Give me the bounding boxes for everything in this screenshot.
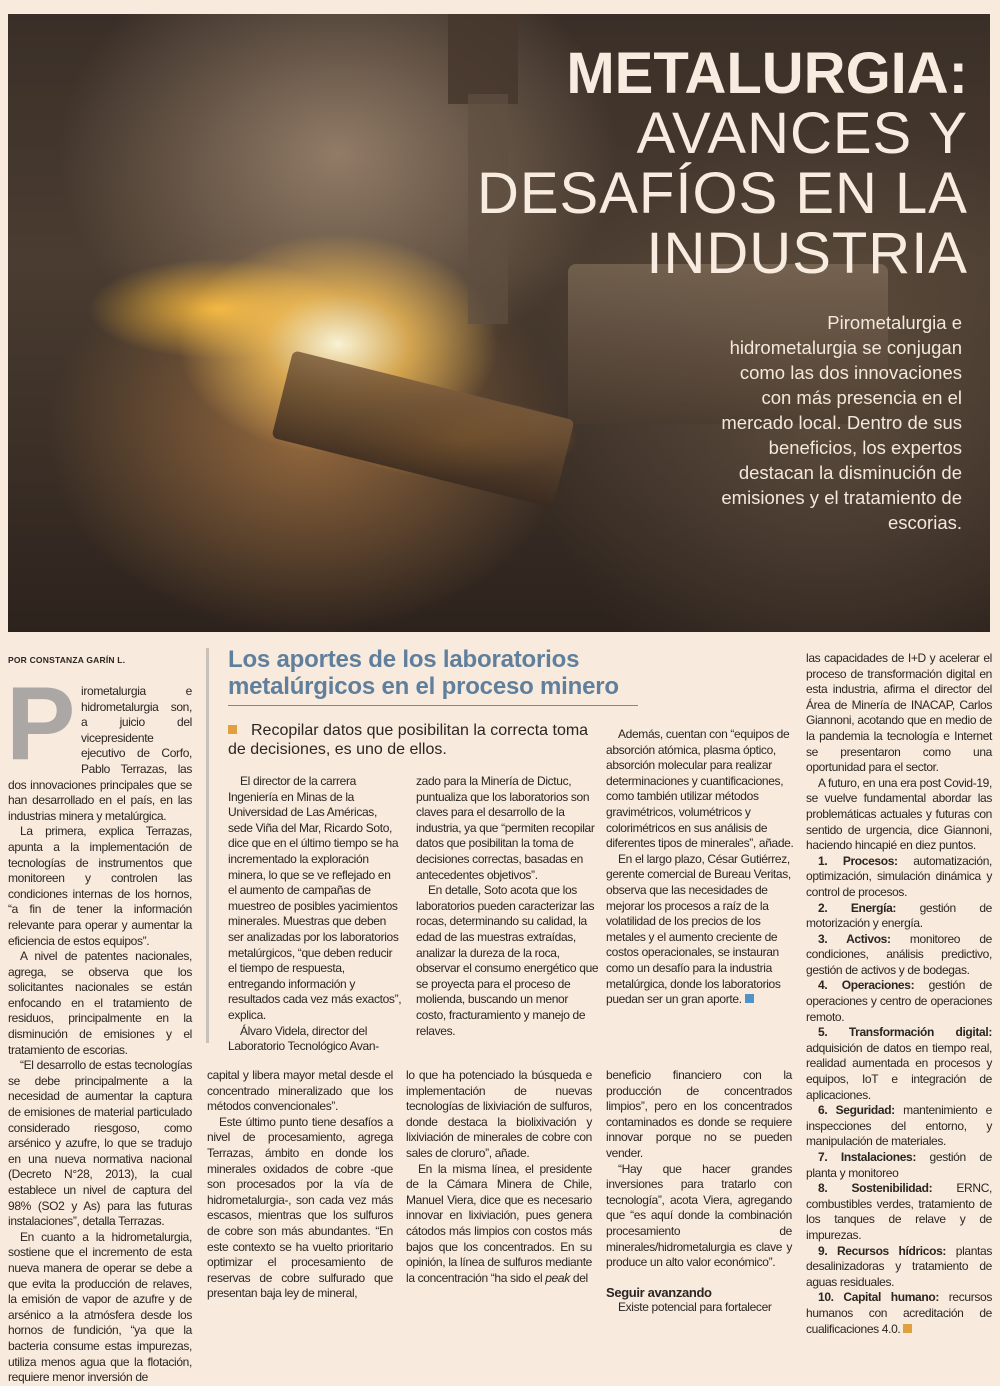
point-label: 9. Recursos hídricos:: [818, 1243, 947, 1258]
paragraph: El director de la carrera Ingeniería en Minas de la Universidad de Las Américas, sede Viña del Mar, Ricardo Soto, dice que en el último tiempo se ha incrementado la exploración minera, lo que se ve reflejado en el aumento de campañas de muestreo de posibles yacimientos minerales. Muestras que deben ser analizadas por los laboratorios metalúrgicos, “que deben reducir el tiempo de respuesta, entregando información y resultados cada vez más exactos”, explica.: [228, 774, 402, 1022]
point-label: 2. Energía:: [818, 900, 897, 915]
list-item: [806, 1181, 992, 1243]
point-text: gestión de operaciones y centro de operaciones remoto.: [806, 978, 992, 1024]
sidebar-rule: [206, 648, 209, 1043]
section-subhead: Seguir avanzando: [606, 1284, 712, 1300]
paragraph: Álvaro Videla, director del Laboratorio Tecnológico Avan-: [228, 1023, 379, 1054]
point-label: 3. Activos:: [818, 931, 891, 946]
article-column-2: [207, 1068, 393, 1302]
article-column-3: [406, 1068, 592, 1286]
title-line: INDUSTRIA: [646, 221, 968, 286]
point-text: recursos humanos con acreditación de cualificaciones 4.0.: [806, 1290, 992, 1336]
list-item: [806, 1244, 992, 1291]
paragraph-end: del: [569, 1270, 588, 1285]
paragraph: irometalurgia e hidrometalurgia son, a juicio del vicepresidente ejecutivo de Corfo, Pablo Terrazas, las dos innovaciones principales que se han desarrollado en el país, en las industrias minera y metalúrgica.: [8, 684, 192, 823]
molten-channel: [271, 350, 574, 507]
list-item: [806, 932, 992, 979]
title-line: AVANCES Y: [636, 101, 968, 166]
paragraph: Además, cuentan con “equipos de absorción atómica, plasma óptico, absorción molecular para realizar determinaciones y cuantificaciones, como también utilizar métodos gravimétricos, volumétricos y colorimétricos en sus análisis de diferentes tipos de minerales”, añade.: [606, 727, 794, 851]
point-text: gestión de planta y monitoreo: [806, 1150, 992, 1180]
paragraph: zado para la Minería de Dictuc, puntualiza que los laboratorios son claves para el desarrollo de la industria, ya que “permiten recopilar datos que posibilitan la toma de decisiones correctas, basadas en antecedentes objetivos”.: [416, 774, 595, 882]
point-label: 5. Transformación digital:: [818, 1025, 992, 1040]
byline: POR CONSTANZA GARÍN L.: [8, 655, 126, 665]
point-text: mantenimiento e inspecciones del entorno, y manipulación de materiales.: [806, 1103, 992, 1149]
paragraph: La primera, explica Terrazas, apunta a la implementación de tecnologías de instrumentos que monitoreen y controlen las condiciones internas de los hornos, “a fin de tener la información relevante para operar y aumentar la eficiencia de estos equipos”.: [8, 824, 192, 948]
sidebar-subtitle: [228, 721, 598, 759]
paragraph: En cuanto a la hidrometalurgia, sostiene que el incremento de esta nueva manera de operar se debe a que evita la producción de relaves, la emisión de vapor de azufre y de arsénico a la atmósfera desde los hornos de fundición, “ya que la bacteria consume estas impurezas, utiliza menos agua que la flotación, requiere menor inversión de: [8, 1229, 192, 1385]
sidebar-headline: [228, 646, 619, 700]
sidebar-column-c: [606, 727, 796, 1008]
point-label: 4. Operaciones:: [818, 978, 915, 993]
paragraph: las capacidades de I+D y acelerar el proceso de transformación digital en esta industria, afirma el director del Área de Minería de INACAP, Carlos Giannoni, acotando que en medio de la pandemia la tecnología e Internet se presentaron como una oportunidad para el sector.: [806, 651, 992, 775]
paragraph: Este último punto tiene desafíos a nivel de procesamiento, agrega Terrazas, ámbito en donde los minerales oxidados de cobre -que son procesados por la vía de hidrometalurgia-, son cada vez más escasos, mientras que los sulfuros de cobre son más abundantes. “En este contexto se ha vuelto prioritario optimizar el procesamiento de reservas de cobre sulfurado que presentan baja ley de mineral,: [207, 1114, 393, 1301]
paragraph: En la misma línea, el presidente de la Cámara Minera de Chile, Manuel Viera, dice que es necesario innovar en lixiviación, pues genera cátodos más limpios con costos más bajos que los concentrados. En su opinión, la línea de sulfuros mediante la concentración “ha sido el: [406, 1161, 592, 1285]
point-text: gestión de motorización y energía.: [806, 900, 992, 931]
hero-photo: [8, 14, 990, 632]
point-text: plantas desalinizadoras y tratamiento de aguas residuales.: [806, 1243, 992, 1289]
sidebar-column-b: [416, 774, 600, 1039]
point-text: ERNC, combustibles verdes, tratamiento de los tanques de relave y de impurezas.: [806, 1181, 992, 1242]
article-deck: Pirometalurgia e hidrometalurgia se conjugan como las dos innovaciones con más presencia en el mercado local. Dentro de sus beneficios, los expertos destacan la disminución de emisiones y el tratamiento de escorias.: [721, 312, 962, 533]
article-column-4: [606, 1068, 792, 1316]
point-label: 8. Sostenibilidad:: [818, 1181, 933, 1196]
paragraph: capital y libera mayor metal desde el concentrado mineralizado que los métodos convencionales”.: [207, 1068, 393, 1114]
list-item: [806, 1103, 992, 1150]
list-item: [806, 901, 992, 932]
headline-line: Los aportes de los laboratorios: [228, 646, 580, 673]
article-column-1: [6, 666, 192, 1386]
headline-divider: [228, 705, 638, 706]
paragraph: En el largo plazo, César Gutiérrez, gerente comercial de Bureau Veritas, observa que las necesidades de mejorar los procesos a raíz de la volatilidad de los precios de los metales y el aumento creciente de costos operacionales, se instauran como un desafío para la industria metalúrgica, donde los laboratorios puedan ser un gran aporte.: [606, 851, 791, 1007]
point-label: 6. Seguridad:: [818, 1103, 895, 1118]
paragraph: A futuro, en una era post Covid-19, se vuelve fundamental abordar las problemáticas actuales y futuras con sentido de urgencia, dice Giannoni, haciendo hincapié en diez puntos.: [806, 775, 992, 853]
point-label: 1. Procesos:: [818, 853, 898, 868]
paragraph: A nivel de patentes nacionales, agrega, se observa que los solicitantes nacionales se están enfocando en el tratamiento de residuos, principalmente en la disminución de emisiones y el tratamiento de escorias.: [8, 949, 192, 1057]
title-bold: METALURGIA:: [566, 41, 968, 106]
point-label: 7. Instalaciones:: [818, 1150, 916, 1164]
point-label: 10. Capital humano:: [818, 1290, 939, 1305]
point-text: monitoreo de condiciones, análisis predictivo, gestión de activos y de bodegas.: [806, 931, 993, 977]
list-item: [806, 1025, 992, 1103]
end-mark-icon: [745, 994, 754, 1003]
point-text: adquisición de datos en tiempo real, realidad aumentada en procesos y equipos, IoT e integración de aplicaciones.: [806, 1040, 992, 1102]
list-item: [806, 854, 992, 901]
headline-line: metalúrgicos en el proceso minero: [228, 673, 619, 700]
drop-cap: P: [6, 666, 76, 782]
end-mark-icon: [903, 1324, 912, 1333]
paragraph: En detalle, Soto acota que los laboratorios pueden caracterizar las rocas, determinando su calidad, la edad de las muestras extraídas, analizar la dureza de la roca, observar el consumo energético que se proyecta para el proceso de molienda, buscando un menor costo, fracturamiento y manejo de relaves.: [416, 883, 599, 1038]
subtitle-text: Recopilar datos que posibilitan la correcta toma de decisiones, es uno de ellos.: [228, 722, 589, 758]
orange-square-icon: [228, 725, 237, 734]
paragraph: lo que ha potenciado la búsqueda e implementación de nuevas tecnologías de lixiviación de sulfuros, donde destaca la biolixivación y lixiviación de minerales de cobre con sales de cloruro”, añade.: [406, 1068, 592, 1160]
list-item: [806, 978, 992, 1025]
title-line: DESAFÍOS EN LA: [476, 161, 968, 226]
paragraph: “Hay que hacer grandes inversiones para tratarlo con tecnología”, acota Viera, agregando que “es aquí donde la combinación procesamiento de minerales/hidrometalurgia es clave y produce un alto valor económico”.: [606, 1161, 792, 1270]
page-title: [476, 41, 968, 286]
article-column-5: [806, 651, 992, 1337]
italic-word: peak: [545, 1270, 570, 1285]
paragraph: Existe potencial para fortalecer: [618, 1300, 772, 1315]
point-text: automatización, optimización, simulación dinámica y control de procesos.: [806, 853, 993, 899]
list-item: [806, 1290, 992, 1337]
sidebar-column-a: [228, 774, 402, 1055]
paragraph: beneficio financiero con la producción de concentrados limpios”, pero en los concentrados contaminados es donde se requiere innovar porque no se pueden vender.: [606, 1068, 792, 1160]
paragraph: “El desarrollo de estas tecnologías se debe principalmente a la necesidad de aumentar la captura de emisiones de material particulado considerado riesgoso, como arsénico y azufre, lo que se tradujo en una nueva normativa nacional (Decreto N°28, 2013), la cual establece un nivel de captura del 98% (SO2 y As) para las futuras instalaciones”, detalla Terrazas.: [8, 1058, 192, 1229]
list-item: [806, 1150, 992, 1181]
